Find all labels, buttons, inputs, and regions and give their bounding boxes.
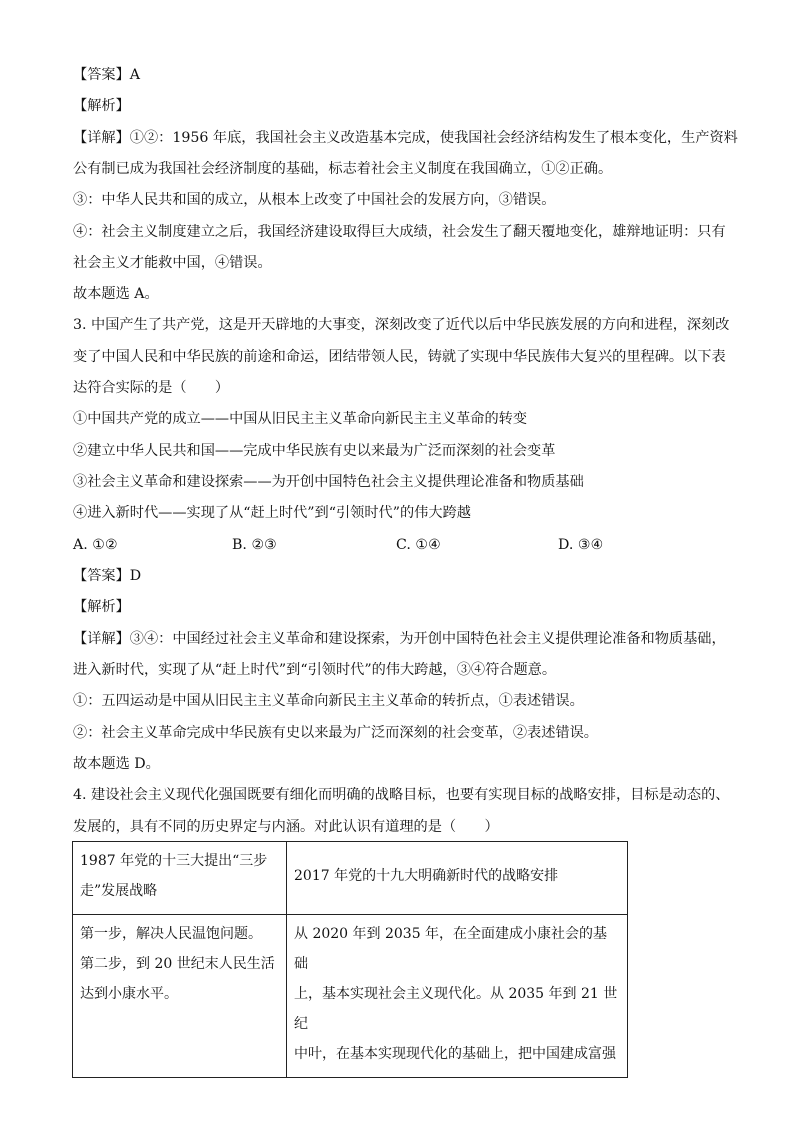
cell-text-line: 第二步，到 20 世纪末人民生活 [80,956,275,972]
cell-text-line: 上，基本实现社会主义现代化。从 2035 年到 21 世纪 [294,986,618,1032]
q3-option-a: A. ①② [73,537,118,553]
header-cell-2017 [287,842,628,915]
body-cell-2017 [287,915,628,1078]
q2-answer: 【答案】A [73,67,140,83]
q3-option-b: B. ②③ [232,537,277,553]
cell-text-line: 中叶，在基本实现现代化的基础上，把中国建成富强 [294,1046,616,1062]
q3-stem-line: 达符合实际的是（ ） [73,380,230,396]
q3-statement: ②建立中华人民共和国——完成中华民族有史以来最为广泛而深刻的社会变革 [73,443,556,459]
q3-option-d: D. ③④ [558,537,604,553]
q2-detail-line: 【详解】①②：1956 年底，我国社会主义改造基本完成，使我国社会经济结构发生了根本变化，生产资料 [73,130,738,146]
body-cell-1987 [73,915,287,1078]
q2-analysis-heading: 【解析】 [73,98,130,114]
q3-statement: ④进入新时代——实现了从“赶上时代”到“引领时代”的伟大跨越 [73,505,471,521]
q4-stem-line: 4. 建设社会主义现代化强国既要有细化而明确的战略目标，也要有实现目标的战略安排，目标是动态的、 [73,787,730,803]
q3-stem-line: 3. 中国产生了共产党，这是开天辟地的大事变，深刻改变了近代以后中华民族发展的方向和进程，深刻改 [73,317,730,333]
q3-detail-line: ②：社会主义革命完成中华民族有史以来最为广泛而深刻的社会变革，②表述错误。 [73,725,598,741]
q2-detail-line: 社会主义才能救中国，④错误。 [73,255,272,271]
header-cell-1987 [73,842,287,915]
q3-analysis-heading: 【解析】 [73,599,130,615]
cell-text-line: 第一步，解决人民温饱问题。 [80,926,262,942]
q3-detail-line: ①：五四运动是中国从旧民主主义革命向新民主主义革命的转折点，①表述错误。 [73,693,584,709]
q3-statement: ①中国共产党的成立——中国从旧民主主义革命向新民主主义革命的转变 [73,411,528,427]
cell-text-line: 2017 年党的十九大明确新时代的战略安排 [294,868,559,884]
q3-conclusion: 故本题选 D。 [73,756,160,772]
cell-text-line: 达到小康水平。 [80,986,178,1002]
strategy-comparison-table [72,841,628,1078]
q2-detail-line: ③：中华人民共和国的成立，从根本上改变了中国社会的发展方向，③错误。 [73,192,556,208]
q2-conclusion: 故本题选 A。 [73,286,159,302]
cell-text-line: 从 2020 年到 2035 年，在全面建成小康社会的基础 [294,926,608,972]
q2-detail-line: 公有制已成为我国社会经济制度的基础，标志着社会主义制度在我国确立，①②正确。 [73,161,613,177]
q2-detail-line: ④：社会主义制度建立之后，我国经济建设取得巨大成绩，社会发生了翻天覆地变化，雄辩地证明：只有 [73,224,726,240]
q4-stem-line: 发展的，具有不同的历史界定与内涵。对此认识有道理的是（ ） [73,819,499,835]
table-row [73,915,628,1078]
q3-detail-line: 进入新时代，实现了从“赶上时代”到“引领时代”的伟大跨越，③④符合题意。 [73,662,557,678]
q3-statement: ③社会主义革命和建设探索——为开创中国特色社会主义提供理论准备和物质基础 [73,474,584,490]
q3-answer: 【答案】D [73,568,142,584]
cell-text-line: 走”发展战略 [80,883,158,899]
q3-option-c: C. ①④ [396,537,441,553]
q3-detail-line: 【详解】③④：中国经过社会主义革命和建设探索，为开创中国特色社会主义提供理论准备和物质基础， [73,631,726,647]
cell-text-line: 1987 年党的十三大提出“三步 [80,853,268,869]
table-header-row [73,842,628,915]
q3-stem-line: 变了中国人民和中华民族的前途和命运，团结带领人民，铸就了实现中华民族伟大复兴的里程碑。以下表 [73,349,726,365]
